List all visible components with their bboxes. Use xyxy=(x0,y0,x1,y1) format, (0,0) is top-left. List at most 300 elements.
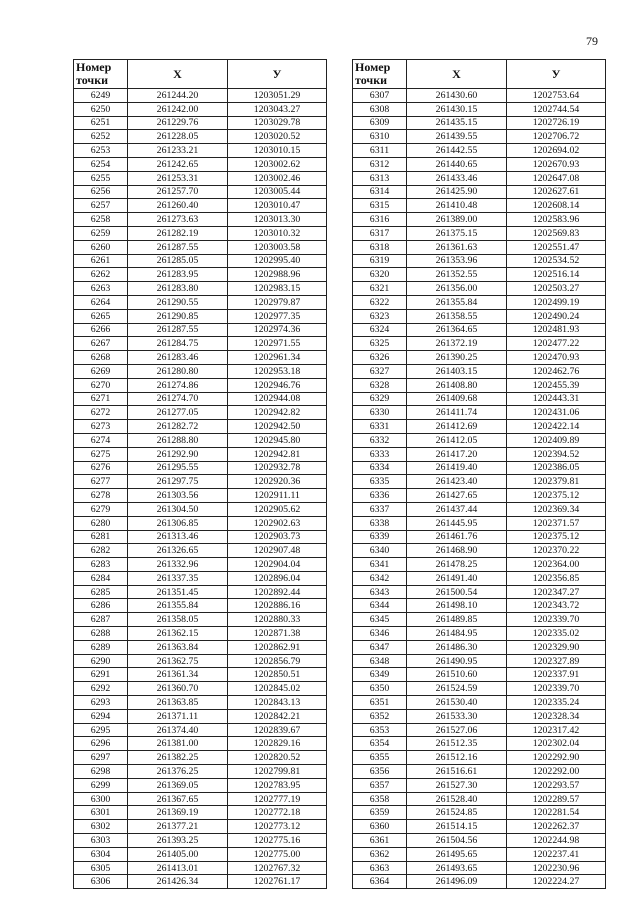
point-number-cell: 6287 xyxy=(74,613,128,627)
table-row xyxy=(74,102,327,116)
table-row xyxy=(74,682,327,696)
y-coordinate-cell: 1202339.70 xyxy=(507,682,606,696)
y-coordinate-cell: 1202569.83 xyxy=(507,226,606,240)
point-number-cell: 6305 xyxy=(74,861,128,875)
y-coordinate-cell: 1202842.21 xyxy=(228,709,327,723)
x-coordinate-cell: 261306.85 xyxy=(128,516,228,530)
table-row xyxy=(74,144,327,158)
y-coordinate-cell: 1203051.29 xyxy=(228,89,327,103)
point-number-cell: 6359 xyxy=(353,806,407,820)
table-row xyxy=(353,696,606,710)
x-coordinate-cell: 261512.35 xyxy=(407,737,507,751)
x-coordinate-cell: 261439.55 xyxy=(407,130,507,144)
x-coordinate-cell: 261390.25 xyxy=(407,351,507,365)
point-number-cell: 6280 xyxy=(74,516,128,530)
point-number-cell: 6281 xyxy=(74,530,128,544)
table-row xyxy=(353,571,606,585)
table-row xyxy=(74,640,327,654)
table-row xyxy=(74,709,327,723)
x-coordinate-cell: 261524.59 xyxy=(407,682,507,696)
table-row xyxy=(353,640,606,654)
y-coordinate-cell: 1202490.24 xyxy=(507,309,606,323)
x-coordinate-cell: 261440.65 xyxy=(407,157,507,171)
table-row xyxy=(74,378,327,392)
x-coordinate-cell: 261468.90 xyxy=(407,544,507,558)
point-number-cell: 6320 xyxy=(353,268,407,282)
x-coordinate-cell: 261303.56 xyxy=(128,489,228,503)
table-row xyxy=(74,544,327,558)
y-coordinate-cell: 1202988.96 xyxy=(228,268,327,282)
point-number-cell: 6318 xyxy=(353,240,407,254)
y-coordinate-cell: 1202845.02 xyxy=(228,682,327,696)
point-number-cell: 6276 xyxy=(74,461,128,475)
x-coordinate-cell: 261484.95 xyxy=(407,627,507,641)
table-row xyxy=(353,89,606,103)
y-coordinate-cell: 1202862.91 xyxy=(228,640,327,654)
x-coordinate-cell: 261288.80 xyxy=(128,433,228,447)
y-coordinate-cell: 1202753.64 xyxy=(507,89,606,103)
y-coordinate-cell: 1202335.02 xyxy=(507,627,606,641)
table-row xyxy=(74,792,327,806)
y-coordinate-cell: 1202944.08 xyxy=(228,392,327,406)
x-coordinate-cell: 261283.95 xyxy=(128,268,228,282)
x-coordinate-cell: 261442.55 xyxy=(407,144,507,158)
y-coordinate-cell: 1202431.06 xyxy=(507,406,606,420)
y-coordinate-cell: 1202880.33 xyxy=(228,613,327,627)
table-row xyxy=(74,627,327,641)
table-row xyxy=(353,627,606,641)
y-coordinate-cell: 1202761.17 xyxy=(228,875,327,889)
point-number-cell: 6268 xyxy=(74,351,128,365)
table-row xyxy=(353,282,606,296)
x-coordinate-cell: 261445.95 xyxy=(407,516,507,530)
x-coordinate-cell: 261408.80 xyxy=(407,378,507,392)
y-coordinate-cell: 1202470.93 xyxy=(507,351,606,365)
y-coordinate-cell: 1202339.70 xyxy=(507,613,606,627)
table-row xyxy=(353,185,606,199)
y-coordinate-cell: 1202327.89 xyxy=(507,654,606,668)
x-coordinate-cell: 261313.46 xyxy=(128,530,228,544)
x-coordinate-cell: 261362.75 xyxy=(128,654,228,668)
table-row xyxy=(353,599,606,613)
point-number-cell: 6325 xyxy=(353,337,407,351)
table-row xyxy=(74,751,327,765)
table-row xyxy=(74,171,327,185)
point-number-cell: 6253 xyxy=(74,144,128,158)
point-number-header xyxy=(353,60,407,89)
point-number-cell: 6297 xyxy=(74,751,128,765)
y-coordinate-cell: 1202244.98 xyxy=(507,834,606,848)
x-coordinate-cell: 261362.15 xyxy=(128,627,228,641)
point-number-cell: 6343 xyxy=(353,585,407,599)
x-coordinate-cell: 261369.19 xyxy=(128,806,228,820)
table-row xyxy=(74,420,327,434)
x-coordinate-cell: 261382.25 xyxy=(128,751,228,765)
x-coordinate-cell: 261403.15 xyxy=(407,364,507,378)
table-row xyxy=(74,213,327,227)
table-row xyxy=(353,102,606,116)
table-row xyxy=(74,530,327,544)
x-coordinate-cell: 261427.65 xyxy=(407,489,507,503)
y-coordinate-cell: 1202292.00 xyxy=(507,765,606,779)
point-number-header-line2: точки xyxy=(355,73,388,87)
point-number-cell: 6292 xyxy=(74,682,128,696)
table-row xyxy=(74,668,327,682)
table-row xyxy=(353,226,606,240)
y-coordinate-cell: 1202726.19 xyxy=(507,116,606,130)
x-coordinate-cell: 261290.55 xyxy=(128,295,228,309)
y-coordinate-cell: 1202799.81 xyxy=(228,765,327,779)
x-coordinate-cell: 261371.11 xyxy=(128,709,228,723)
table-row xyxy=(353,613,606,627)
x-coordinate-cell: 261413.01 xyxy=(128,861,228,875)
table-row xyxy=(353,392,606,406)
y-coordinate-cell: 1203020.52 xyxy=(228,130,327,144)
x-coordinate-cell: 261372.19 xyxy=(407,337,507,351)
y-coordinate-cell: 1202647.08 xyxy=(507,171,606,185)
table-row xyxy=(74,778,327,792)
x-coordinate-cell: 261527.30 xyxy=(407,778,507,792)
x-coordinate-cell: 261528.40 xyxy=(407,792,507,806)
point-number-cell: 6298 xyxy=(74,765,128,779)
y-coordinate-cell: 1202777.19 xyxy=(228,792,327,806)
point-number-cell: 6346 xyxy=(353,627,407,641)
point-number-cell: 6262 xyxy=(74,268,128,282)
x-coordinate-cell: 261274.86 xyxy=(128,378,228,392)
point-number-cell: 6358 xyxy=(353,792,407,806)
table-row xyxy=(353,157,606,171)
x-coordinate-cell: 261417.20 xyxy=(407,447,507,461)
x-coordinate-cell: 261274.70 xyxy=(128,392,228,406)
table-row xyxy=(74,571,327,585)
x-coordinate-cell: 261490.95 xyxy=(407,654,507,668)
x-coordinate-cell: 261498.10 xyxy=(407,599,507,613)
x-coordinate-cell: 261257.70 xyxy=(128,185,228,199)
x-coordinate-cell: 261405.00 xyxy=(128,847,228,861)
x-coordinate-cell: 261287.55 xyxy=(128,323,228,337)
x-coordinate-cell: 261280.80 xyxy=(128,364,228,378)
x-coordinate-cell: 261411.74 xyxy=(407,406,507,420)
table-row xyxy=(74,875,327,889)
y-coordinate-cell: 1202281.54 xyxy=(507,806,606,820)
y-coordinate-cell: 1202767.32 xyxy=(228,861,327,875)
y-coordinate-cell: 1202329.90 xyxy=(507,640,606,654)
point-number-cell: 6355 xyxy=(353,751,407,765)
point-number-cell: 6256 xyxy=(74,185,128,199)
point-number-cell: 6267 xyxy=(74,337,128,351)
point-number-header-line1: Номер xyxy=(355,60,391,74)
table-row xyxy=(74,406,327,420)
y-coordinate-cell: 1202843.13 xyxy=(228,696,327,710)
x-coordinate-cell: 261284.75 xyxy=(128,337,228,351)
table-row xyxy=(74,820,327,834)
y-coordinate-cell: 1202783.95 xyxy=(228,778,327,792)
x-coordinate-cell: 261493.65 xyxy=(407,861,507,875)
x-coordinate-cell: 261285.05 xyxy=(128,254,228,268)
table-body xyxy=(353,89,606,889)
y-coordinate-cell: 1202608.14 xyxy=(507,199,606,213)
x-coordinate-cell: 261363.84 xyxy=(128,640,228,654)
table-row xyxy=(74,240,327,254)
point-number-cell: 6269 xyxy=(74,364,128,378)
x-coordinate-cell: 261376.25 xyxy=(128,765,228,779)
y-coordinate-cell: 1202317.42 xyxy=(507,723,606,737)
y-coordinate-cell: 1202386.05 xyxy=(507,461,606,475)
point-number-cell: 6310 xyxy=(353,130,407,144)
table-row xyxy=(353,171,606,185)
y-coordinate-cell: 1202335.24 xyxy=(507,696,606,710)
y-coordinate-cell: 1202896.04 xyxy=(228,571,327,585)
y-coordinate-cell: 1202942.82 xyxy=(228,406,327,420)
table-row xyxy=(353,489,606,503)
y-coordinate-cell: 1202907.48 xyxy=(228,544,327,558)
x-coordinate-cell: 261356.00 xyxy=(407,282,507,296)
point-number-cell: 6265 xyxy=(74,309,128,323)
table-row xyxy=(74,599,327,613)
point-number-cell: 6282 xyxy=(74,544,128,558)
table-row xyxy=(353,475,606,489)
y-coordinate-cell: 1202499.19 xyxy=(507,295,606,309)
x-coordinate-cell: 261353.96 xyxy=(407,254,507,268)
y-coordinate-cell: 1202230.96 xyxy=(507,861,606,875)
y-coordinate-cell: 1202375.12 xyxy=(507,489,606,503)
point-number-cell: 6330 xyxy=(353,406,407,420)
table-row xyxy=(74,199,327,213)
point-number-header xyxy=(74,60,128,89)
point-number-cell: 6295 xyxy=(74,723,128,737)
table-row xyxy=(74,323,327,337)
coordinates-table-left xyxy=(73,59,327,889)
table-row xyxy=(74,268,327,282)
y-coordinate-cell: 1202744.54 xyxy=(507,102,606,116)
point-number-cell: 6275 xyxy=(74,447,128,461)
x-coordinate-cell: 261381.00 xyxy=(128,737,228,751)
x-coordinate-cell: 261433.46 xyxy=(407,171,507,185)
table-row xyxy=(74,696,327,710)
point-number-cell: 6339 xyxy=(353,530,407,544)
table-row xyxy=(353,213,606,227)
x-coordinate-cell: 261273.63 xyxy=(128,213,228,227)
point-number-cell: 6274 xyxy=(74,433,128,447)
x-coordinate-cell: 261530.40 xyxy=(407,696,507,710)
y-coordinate-cell: 1202850.51 xyxy=(228,668,327,682)
x-coordinate-cell: 261358.05 xyxy=(128,613,228,627)
table-body xyxy=(74,89,327,889)
y-coordinate-cell: 1202904.04 xyxy=(228,558,327,572)
point-number-cell: 6351 xyxy=(353,696,407,710)
x-coordinate-cell: 261290.85 xyxy=(128,309,228,323)
y-coordinate-cell: 1202369.34 xyxy=(507,502,606,516)
x-coordinate-cell: 261478.25 xyxy=(407,558,507,572)
x-coordinate-cell: 261364.65 xyxy=(407,323,507,337)
x-coordinate-cell: 261527.06 xyxy=(407,723,507,737)
point-number-cell: 6303 xyxy=(74,834,128,848)
point-number-cell: 6350 xyxy=(353,682,407,696)
point-number-cell: 6293 xyxy=(74,696,128,710)
table-row xyxy=(74,282,327,296)
point-number-cell: 6353 xyxy=(353,723,407,737)
point-number-cell: 6321 xyxy=(353,282,407,296)
point-number-cell: 6301 xyxy=(74,806,128,820)
y-coordinate-cell: 1203003.58 xyxy=(228,240,327,254)
point-number-cell: 6335 xyxy=(353,475,407,489)
x-coordinate-cell: 261287.55 xyxy=(128,240,228,254)
table-row xyxy=(74,806,327,820)
point-number-cell: 6333 xyxy=(353,447,407,461)
point-number-cell: 6294 xyxy=(74,709,128,723)
coordinates-table-right xyxy=(352,59,606,889)
x-coordinate-cell: 261412.69 xyxy=(407,420,507,434)
point-number-cell: 6316 xyxy=(353,213,407,227)
y-coordinate-cell: 1202953.18 xyxy=(228,364,327,378)
x-coordinate-cell: 261361.34 xyxy=(128,668,228,682)
x-coordinate-cell: 261292.90 xyxy=(128,447,228,461)
table-row xyxy=(353,709,606,723)
x-coordinate-cell: 261369.05 xyxy=(128,778,228,792)
table-row xyxy=(353,144,606,158)
y-coordinate-cell: 1202983.15 xyxy=(228,282,327,296)
table-row xyxy=(353,240,606,254)
table-row xyxy=(353,351,606,365)
y-coordinate-cell: 1202356.85 xyxy=(507,571,606,585)
x-coordinate-cell: 261352.55 xyxy=(407,268,507,282)
point-number-cell: 6345 xyxy=(353,613,407,627)
y-coordinate-cell: 1202706.72 xyxy=(507,130,606,144)
x-coordinate-cell: 261510.60 xyxy=(407,668,507,682)
x-coordinate-cell: 261260.40 xyxy=(128,199,228,213)
x-coordinate-cell: 261430.15 xyxy=(407,102,507,116)
table-row xyxy=(353,751,606,765)
y-coordinate-cell: 1202551.47 xyxy=(507,240,606,254)
table-row xyxy=(74,337,327,351)
table-row xyxy=(74,861,327,875)
point-number-header-line1: Номер xyxy=(76,60,112,74)
x-coordinate-cell: 261419.40 xyxy=(407,461,507,475)
table-row xyxy=(74,185,327,199)
point-number-cell: 6299 xyxy=(74,778,128,792)
point-number-cell: 6319 xyxy=(353,254,407,268)
table-row xyxy=(74,585,327,599)
y-coordinate-cell: 1202237.41 xyxy=(507,847,606,861)
point-number-cell: 6250 xyxy=(74,102,128,116)
table-row xyxy=(74,447,327,461)
y-coordinate-cell: 1203010.15 xyxy=(228,144,327,158)
x-coordinate-cell: 261244.20 xyxy=(128,89,228,103)
x-coordinate-cell: 261514.15 xyxy=(407,820,507,834)
point-number-cell: 6271 xyxy=(74,392,128,406)
y-coordinate-cell: 1202262.37 xyxy=(507,820,606,834)
table-row xyxy=(74,157,327,171)
x-coordinate-cell: 261377.21 xyxy=(128,820,228,834)
point-number-cell: 6342 xyxy=(353,571,407,585)
table-header-row xyxy=(353,60,606,89)
y-coordinate-cell: 1202775.00 xyxy=(228,847,327,861)
table-row xyxy=(353,337,606,351)
table-row xyxy=(353,378,606,392)
table-row xyxy=(353,668,606,682)
y-coordinate-cell: 1202289.57 xyxy=(507,792,606,806)
table-row xyxy=(353,406,606,420)
y-coordinate-cell: 1203005.44 xyxy=(228,185,327,199)
table-row xyxy=(74,834,327,848)
table-row xyxy=(353,295,606,309)
point-number-cell: 6323 xyxy=(353,309,407,323)
point-number-cell: 6277 xyxy=(74,475,128,489)
x-coordinate-cell: 261277.05 xyxy=(128,406,228,420)
point-number-cell: 6354 xyxy=(353,737,407,751)
y-coordinate-cell: 1203029.78 xyxy=(228,116,327,130)
point-number-cell: 6278 xyxy=(74,489,128,503)
table-row xyxy=(74,654,327,668)
point-number-cell: 6259 xyxy=(74,226,128,240)
y-coordinate-cell: 1202503.27 xyxy=(507,282,606,296)
point-number-cell: 6348 xyxy=(353,654,407,668)
table-row xyxy=(353,130,606,144)
y-coordinate-cell: 1202337.91 xyxy=(507,668,606,682)
y-coordinate-cell: 1202974.36 xyxy=(228,323,327,337)
table-row xyxy=(74,489,327,503)
point-number-cell: 6284 xyxy=(74,571,128,585)
point-number-cell: 6270 xyxy=(74,378,128,392)
point-number-cell: 6264 xyxy=(74,295,128,309)
point-number-cell: 6272 xyxy=(74,406,128,420)
point-number-cell: 6306 xyxy=(74,875,128,889)
x-coordinate-cell: 261486.30 xyxy=(407,640,507,654)
y-coordinate-cell: 1202670.93 xyxy=(507,157,606,171)
x-coordinate-cell: 261496.09 xyxy=(407,875,507,889)
x-coordinate-cell: 261425.90 xyxy=(407,185,507,199)
table-row xyxy=(353,737,606,751)
x-coordinate-cell: 261516.61 xyxy=(407,765,507,779)
y-coordinate-cell: 1202772.18 xyxy=(228,806,327,820)
point-number-cell: 6360 xyxy=(353,820,407,834)
point-number-cell: 6361 xyxy=(353,834,407,848)
point-number-cell: 6296 xyxy=(74,737,128,751)
point-number-cell: 6315 xyxy=(353,199,407,213)
y-coordinate-cell: 1202347.27 xyxy=(507,585,606,599)
point-number-cell: 6266 xyxy=(74,323,128,337)
x-coordinate-cell: 261410.48 xyxy=(407,199,507,213)
point-number-cell: 6338 xyxy=(353,516,407,530)
point-number-cell: 6273 xyxy=(74,420,128,434)
point-number-cell: 6289 xyxy=(74,640,128,654)
x-coordinate-cell: 261283.80 xyxy=(128,282,228,296)
table-row xyxy=(74,516,327,530)
point-number-cell: 6286 xyxy=(74,599,128,613)
table-row xyxy=(74,613,327,627)
y-coordinate-cell: 1202477.22 xyxy=(507,337,606,351)
x-coordinate-cell: 261423.40 xyxy=(407,475,507,489)
x-coordinate-cell: 261253.31 xyxy=(128,171,228,185)
y-coordinate-cell: 1202977.35 xyxy=(228,309,327,323)
y-coordinate-cell: 1202932.78 xyxy=(228,461,327,475)
table-row xyxy=(353,585,606,599)
table-row xyxy=(74,737,327,751)
point-number-cell: 6309 xyxy=(353,116,407,130)
y-coordinate-cell: 1202886.16 xyxy=(228,599,327,613)
x-coordinate-cell: 261409.68 xyxy=(407,392,507,406)
table-row xyxy=(353,806,606,820)
point-number-cell: 6344 xyxy=(353,599,407,613)
table-row xyxy=(74,254,327,268)
x-coordinate-cell: 261283.46 xyxy=(128,351,228,365)
x-coordinate-cell: 261337.35 xyxy=(128,571,228,585)
point-number-cell: 6308 xyxy=(353,102,407,116)
page-number: 79 xyxy=(586,34,598,48)
table-row xyxy=(74,502,327,516)
x-coordinate-cell: 261489.85 xyxy=(407,613,507,627)
y-coordinate-cell: 1203002.62 xyxy=(228,157,327,171)
